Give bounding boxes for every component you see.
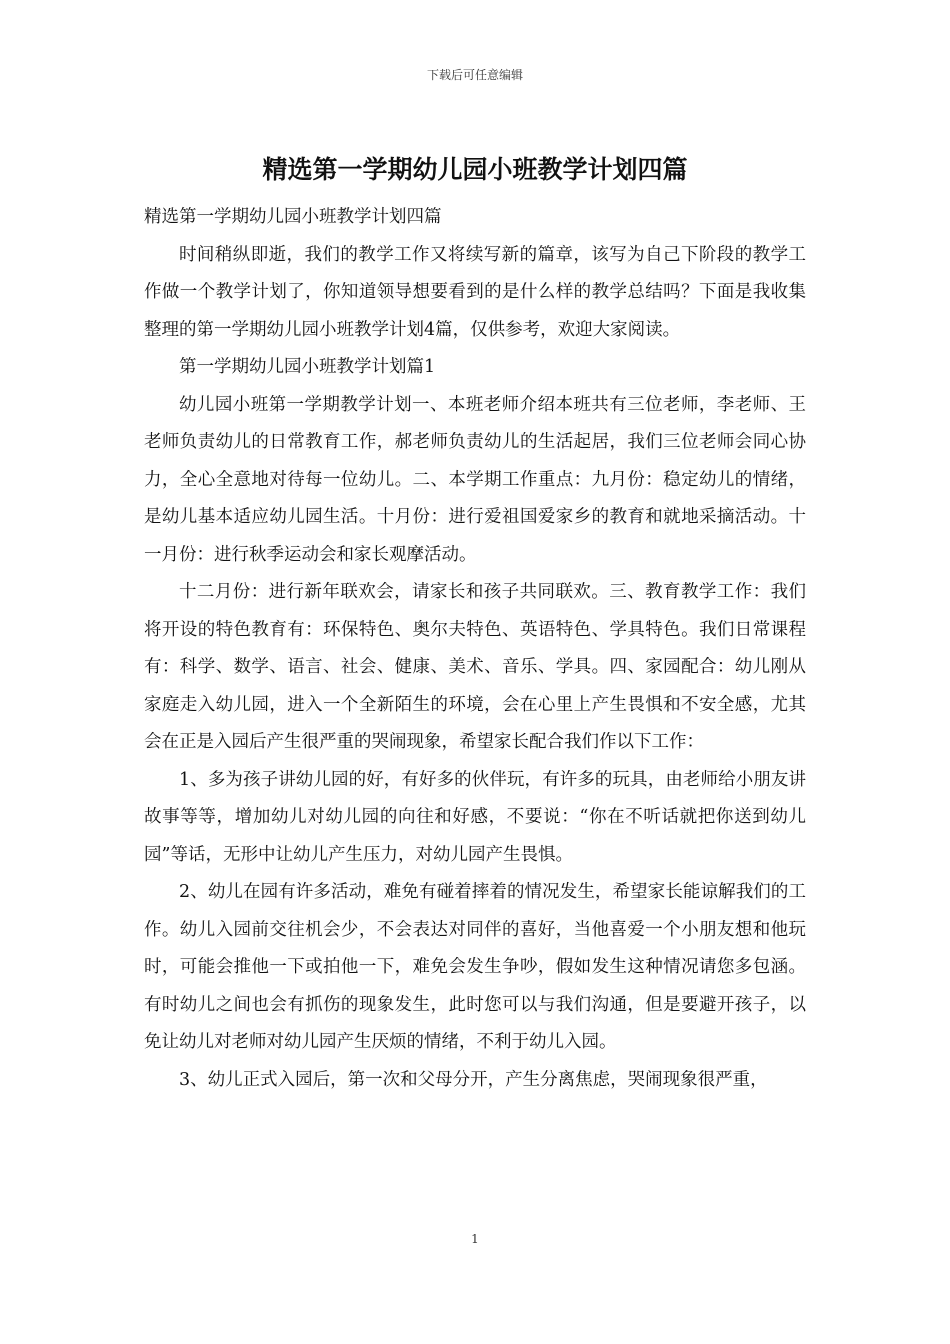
document-title: 精选第一学期幼儿园小班教学计划四篇	[262, 155, 688, 184]
header-note: 下载后可任意编辑	[426, 68, 523, 82]
subtitle-paragraph: 精选第一学期幼儿园小班教学计划四篇	[144, 207, 442, 227]
list-item-paragraph: 2、幼儿在园有许多活动，难免有碰着摔着的情况发生，希望家长能谅解我们的工作。幼儿入园前交往机会少，不会表达对同伴的喜好，当他喜爱一个小朋友想和他玩时，可能会推他一下或拍他一下，难免会发生争吵，假如发生这种情况请您多包涵。有时幼儿之间也会有抓伤的现象发生，此时您可以与我们沟通，但是要避开孩子，以免让幼儿对老师对幼儿园产生厌烦的情绪，不利于幼儿入园。	[144, 882, 806, 1052]
intro-paragraph: 时间稍纵即逝，我们的教学工作又将续写新的篇章，该写为自己下阶段的教学工作做一个教学计划了，你知道领导想要看到的是什么样的教学总结吗？下面是我收集整理的第一学期幼儿园小班教学计划4篇，仅供参考，欢迎大家阅读。	[144, 244, 806, 340]
body-paragraph: 幼儿园小班第一学期教学计划一、本班老师介绍本班共有三位老师，李老师、王老师负责幼儿的日常教育工作，郝老师负责幼儿的生活起居，我们三位老师会同心协力，全心全意地对待每一位幼儿。二、本学期工作重点：九月份：稳定幼儿的情绪，是幼儿基本适应幼儿园生活。十月份：进行爱祖国爱家乡的教育和就地采摘活动。十一月份：进行秋季运动会和家长观摩活动。	[144, 394, 806, 565]
document-body	[144, 199, 806, 1099]
list-item-paragraph: 1、多为孩子讲幼儿园的好，有好多的伙伴玩，有许多的玩具，由老师给小朋友讲故事等等，增加幼儿对幼儿园的向往和好感，不要说：“你在不听话就把你送到幼儿园”等话，无形中让幼儿产生压力，对幼儿园产生畏惧。	[144, 769, 806, 865]
section-heading: 第一学期幼儿园小班教学计划篇1	[179, 357, 436, 377]
page-number: 1	[471, 1232, 479, 1246]
body-paragraph: 十二月份：进行新年联欢会，请家长和孩子共同联欢。三、教育教学工作：我们将开设的特色教育有：环保特色、奥尔夫特色、英语特色、学具特色。我们日常课程有：科学、数学、语言、社会、健康、美术、音乐、学具。四、家园配合：幼儿刚从家庭走入幼儿园，进入一个全新陌生的环境，会在心里上产生畏惧和不安全感，尤其会在正是入园后产生很严重的哭闹现象，希望家长配合我们作以下工作：	[144, 582, 806, 752]
list-item-paragraph: 3、幼儿正式入园后，第一次和父母分开，产生分离焦虑，哭闹现象很严重，	[179, 1069, 768, 1090]
